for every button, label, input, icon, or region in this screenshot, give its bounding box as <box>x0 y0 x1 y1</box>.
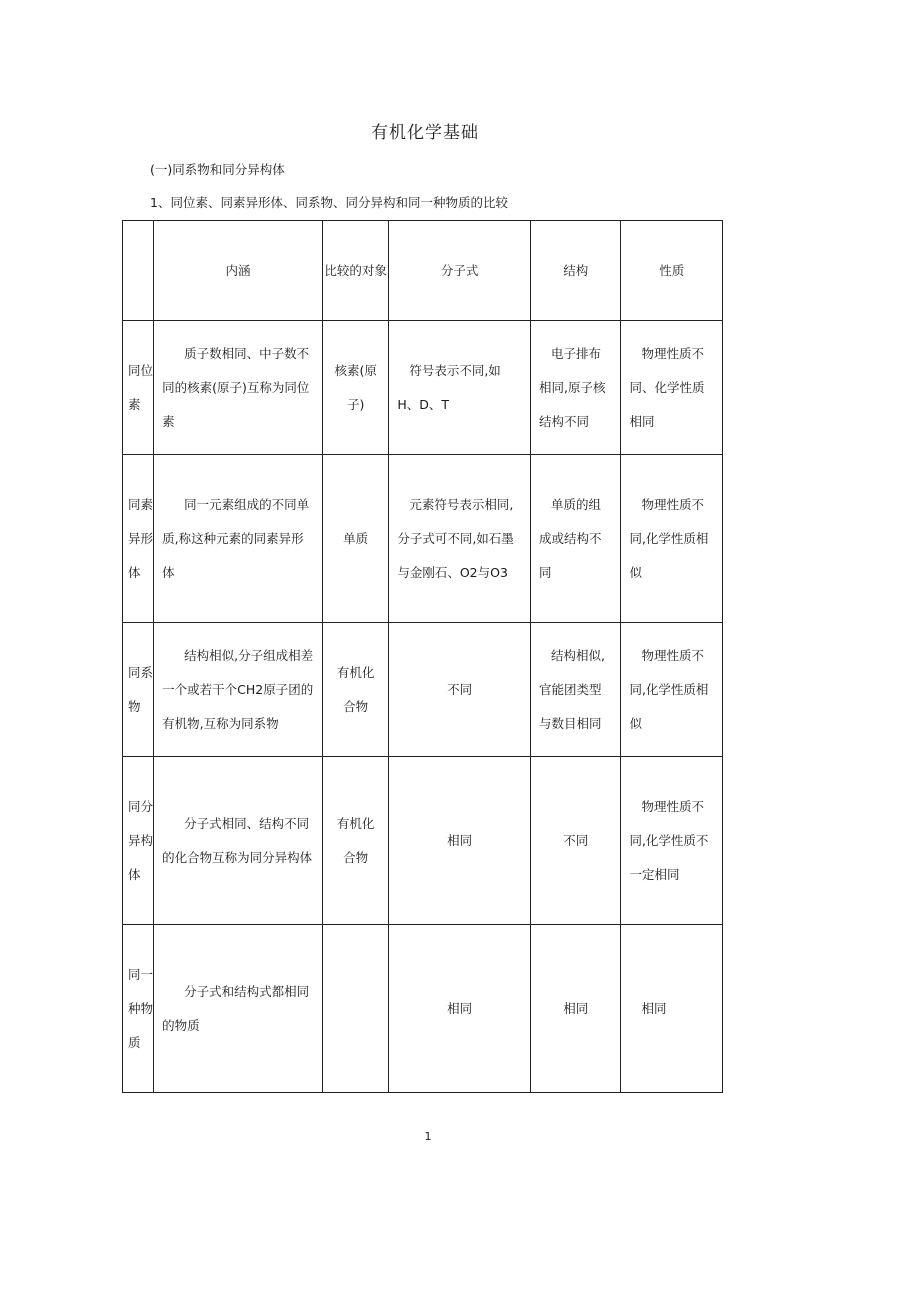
header-cell: 分子式 <box>389 221 531 321</box>
table-header-row <box>123 221 723 321</box>
definition-cell: 质子数相同、中子数不同的核素(原子)互称为同位素 <box>154 321 323 455</box>
header-cell: 性质 <box>621 221 723 321</box>
property-cell: 物理性质不同、化学性质相同 <box>621 321 723 455</box>
object-cell <box>322 925 388 1093</box>
comparison-table <box>122 220 723 1093</box>
property-cell: 物理性质不同,化学性质相似 <box>621 623 723 757</box>
formula-cell: 不同 <box>389 623 531 757</box>
formula-cell: 相同 <box>389 757 531 925</box>
section-heading: (一)同系物和同分异构体 <box>150 162 285 177</box>
property-cell: 物理性质不同,化学性质相似 <box>621 455 723 623</box>
page-title: 有机化学基础 <box>371 123 479 143</box>
table-row <box>123 623 723 757</box>
table-row <box>123 925 723 1093</box>
row-name-cell: 同分异构体 <box>123 757 154 925</box>
object-cell: 有机化合物 <box>322 623 388 757</box>
structure-cell: 相同 <box>531 925 621 1093</box>
object-cell: 单质 <box>322 455 388 623</box>
table-row <box>123 757 723 925</box>
formula-cell: 相同 <box>389 925 531 1093</box>
structure-cell: 单质的组成或结构不同 <box>531 455 621 623</box>
row-name-cell: 同素异形体 <box>123 455 154 623</box>
table-row <box>123 321 723 455</box>
page-number: 1 <box>424 1130 432 1143</box>
header-cell: 比较的对象 <box>322 221 388 321</box>
structure-cell: 电子排布相同,原子核结构不同 <box>531 321 621 455</box>
definition-cell: 分子式和结构式都相同的物质 <box>154 925 323 1093</box>
structure-cell: 结构相似,官能团类型与数目相同 <box>531 623 621 757</box>
header-cell: 结构 <box>531 221 621 321</box>
header-cell <box>123 221 154 321</box>
row-name-cell: 同系物 <box>123 623 154 757</box>
subsection-heading: 1、同位素、同素异形体、同系物、同分异构和同一种物质的比较 <box>150 195 508 210</box>
structure-cell: 不同 <box>531 757 621 925</box>
row-name-cell: 同位素 <box>123 321 154 455</box>
object-cell: 有机化合物 <box>322 757 388 925</box>
property-cell: 相同 <box>621 925 723 1093</box>
formula-cell: 元素符号表示相同,分子式可不同,如石墨与金刚石、O2与O3 <box>389 455 531 623</box>
property-cell: 物理性质不同,化学性质不一定相同 <box>621 757 723 925</box>
definition-cell: 结构相似,分子组成相差一个或若干个CH2原子团的有机物,互称为同系物 <box>154 623 323 757</box>
header-cell: 内涵 <box>154 221 323 321</box>
formula-cell: 符号表示不同,如H、D、T <box>389 321 531 455</box>
row-name-cell: 同一种物质 <box>123 925 154 1093</box>
definition-cell: 同一元素组成的不同单质,称这种元素的同素异形体 <box>154 455 323 623</box>
definition-cell: 分子式相同、结构不同的化合物互称为同分异构体 <box>154 757 323 925</box>
object-cell: 核素(原子) <box>322 321 388 455</box>
table-row <box>123 455 723 623</box>
